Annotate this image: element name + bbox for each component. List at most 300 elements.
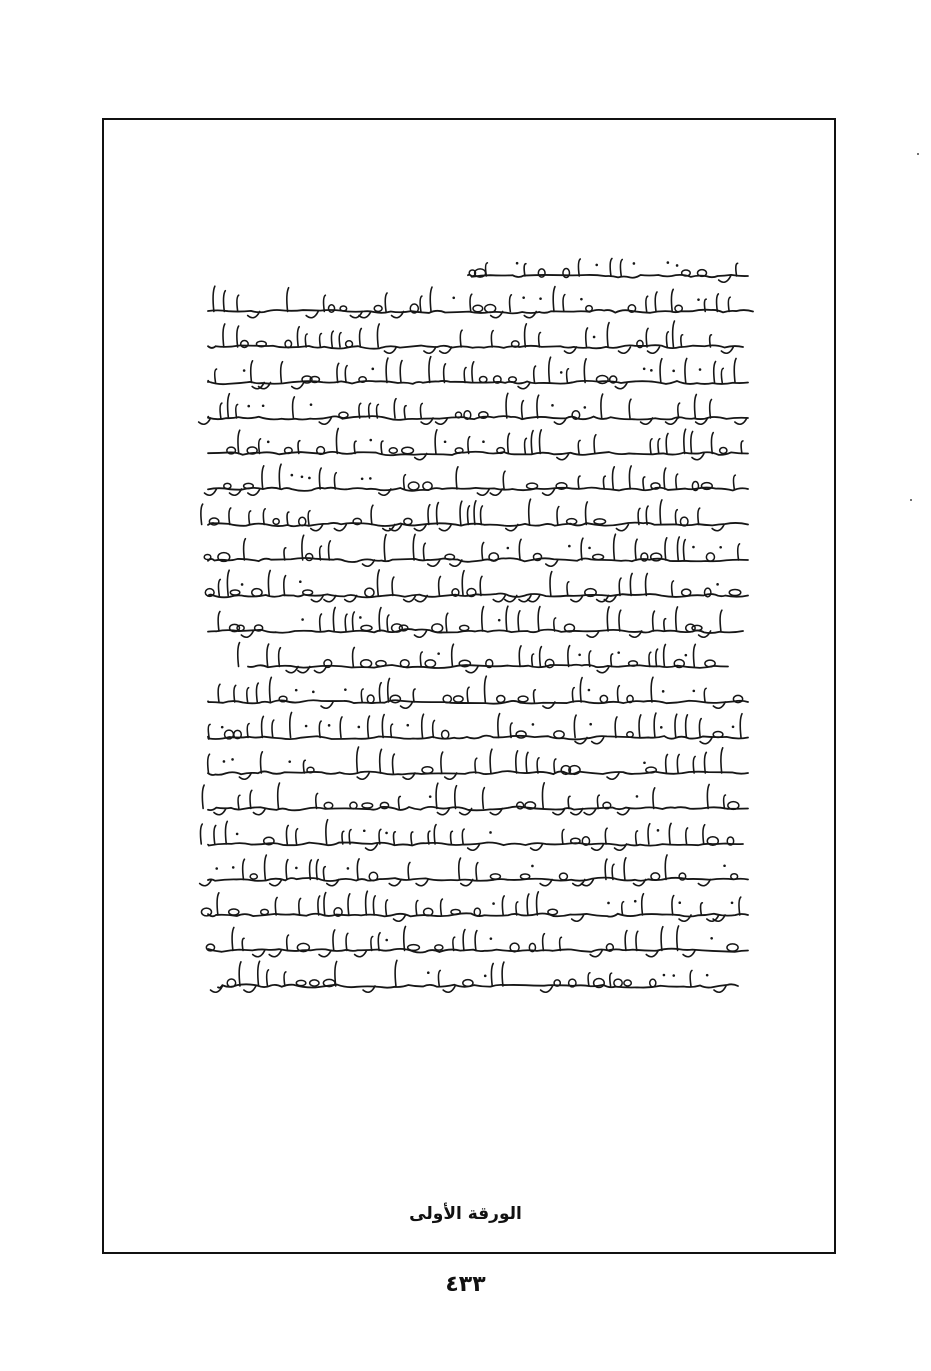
letter-dot (347, 867, 350, 870)
letter-dot (539, 297, 542, 300)
letter-stroke (459, 858, 461, 879)
letter-tail (618, 347, 630, 353)
letter-stroke (568, 796, 570, 808)
letter-dot (232, 866, 235, 869)
letter-stroke (218, 611, 220, 631)
letter-stroke (491, 963, 493, 986)
letter-stroke (605, 859, 607, 879)
letter-stroke (371, 937, 373, 951)
letter-stroke (736, 263, 738, 276)
letter-dot (489, 831, 492, 834)
handwriting-strokes (188, 250, 760, 1010)
letter-tail (414, 631, 426, 637)
letter-stroke (284, 576, 286, 596)
letter-stroke (357, 747, 359, 773)
letter-dot (328, 724, 331, 727)
letter-stroke (331, 331, 333, 347)
letter-stroke (413, 534, 415, 560)
letter-stroke (721, 748, 723, 773)
letter-stroke (386, 358, 388, 382)
handwriting-line (208, 558, 748, 562)
letter-stroke (320, 546, 322, 560)
letter-loop (729, 589, 740, 595)
letter-stroke (377, 324, 379, 347)
letter-loop (460, 625, 469, 630)
letter-dot (507, 547, 510, 550)
letter-loop (374, 306, 382, 312)
letter-stroke (305, 334, 307, 347)
letter-stroke (695, 395, 697, 418)
letter-stroke (340, 717, 342, 738)
letter-stroke (643, 477, 645, 489)
letter-stroke (611, 654, 613, 667)
letter-stroke (519, 539, 521, 560)
letter-stroke (324, 893, 326, 915)
letter-stroke (690, 970, 692, 986)
letter-stroke (429, 357, 431, 383)
letter-stroke (613, 467, 615, 489)
letter-stroke (286, 860, 288, 880)
letter-stroke (664, 644, 666, 666)
letter-stroke (665, 855, 667, 880)
letter-stroke (272, 720, 274, 737)
letter-dot (498, 619, 501, 622)
letter-dot (299, 580, 302, 583)
letter-tail (321, 702, 333, 708)
letter-stroke (508, 433, 510, 453)
letter-loop (594, 519, 606, 524)
letter-stroke (345, 366, 347, 383)
letter-loop (586, 306, 593, 312)
letter-loop (230, 590, 239, 595)
letter-loop (548, 909, 558, 914)
letter-dot (710, 937, 713, 940)
letter-stroke (578, 476, 580, 489)
letter-stroke (618, 686, 620, 702)
letter-stroke (675, 714, 677, 737)
letter-stroke (474, 501, 476, 525)
letter-stroke (299, 898, 301, 915)
letter-loop (624, 980, 631, 986)
letter-stroke (256, 683, 258, 702)
page-number: ٤٣٣ (445, 1272, 486, 1297)
letter-stroke (549, 357, 551, 382)
letter-stroke (404, 926, 406, 950)
letter-stroke (228, 394, 230, 418)
letter-stroke (537, 758, 539, 773)
letter-dot (247, 405, 250, 408)
letter-stroke (740, 714, 742, 738)
letter-tail (700, 738, 712, 744)
letter-loop (518, 696, 528, 702)
letter-loop (303, 590, 313, 595)
letter-stroke (693, 757, 695, 773)
letter-stroke (437, 503, 439, 525)
letter-loop (361, 660, 372, 668)
letter-stroke (467, 687, 469, 702)
letter-dot (657, 829, 660, 832)
letter-stroke (539, 430, 541, 454)
letter-stroke (733, 475, 735, 489)
letter-tail (546, 560, 558, 566)
letter-loop (516, 731, 526, 738)
letter-stroke (388, 678, 390, 702)
letter-stroke (287, 288, 289, 312)
letter-stroke (259, 439, 261, 454)
letter-dot (262, 404, 265, 407)
letter-stroke (610, 258, 612, 276)
letter-stroke (519, 646, 521, 667)
letter-stroke (360, 328, 362, 347)
letter-tail (306, 312, 318, 318)
letter-dot (427, 971, 430, 974)
letter-stroke (527, 894, 529, 915)
letter-loop (227, 979, 235, 987)
letter-stroke (619, 578, 621, 595)
letter-stroke (413, 689, 415, 702)
letter-stroke (542, 783, 544, 809)
scan-speck (917, 153, 919, 155)
letter-loop (361, 625, 372, 630)
letter-stroke (656, 649, 658, 666)
letter-stroke (353, 647, 355, 666)
letter-stroke (265, 855, 267, 879)
letter-stroke (323, 867, 325, 880)
letter-loop (554, 731, 564, 738)
letter-stroke (303, 760, 305, 773)
letter-loop (408, 945, 420, 951)
letter-dot (301, 618, 304, 621)
letter-stroke (676, 607, 678, 631)
letter-dot (662, 690, 665, 693)
letter-stroke (543, 934, 545, 951)
letter-dot (295, 689, 298, 692)
letter-stroke (391, 724, 393, 737)
letter-stroke (698, 508, 700, 524)
letter-dot (672, 370, 675, 373)
letter-stroke (441, 752, 443, 773)
letter-stroke (653, 788, 655, 809)
letter-stroke (724, 795, 726, 808)
letter-dot (551, 404, 554, 407)
letter-dot (719, 546, 722, 549)
letter-stroke (699, 719, 701, 738)
letter-loop (675, 305, 682, 312)
letter-tail (401, 702, 413, 708)
letter-tail (334, 525, 346, 531)
letter-stroke (704, 752, 706, 773)
letter-stroke (615, 717, 617, 738)
letter-stroke (381, 441, 383, 453)
letter-loop (261, 909, 269, 914)
letter-stroke (665, 538, 667, 560)
letter-stroke (581, 538, 583, 560)
letter-loop (497, 695, 505, 702)
letter-stroke (420, 652, 422, 666)
letter-tail (428, 560, 440, 566)
letter-stroke (525, 438, 527, 453)
letter-stroke (711, 433, 713, 454)
letter-stroke (337, 363, 339, 382)
letter-stroke (393, 754, 395, 773)
handwriting-line (208, 523, 748, 527)
letter-stroke (684, 429, 686, 453)
letter-tail (439, 525, 451, 531)
letter-stroke (578, 259, 580, 276)
letter-stroke (213, 286, 215, 311)
letter-dot (699, 368, 702, 371)
letter-stroke (681, 335, 683, 347)
letter-stroke (584, 359, 586, 383)
letter-stroke (650, 439, 652, 454)
letter-stroke (597, 795, 599, 808)
letter-dot (643, 368, 646, 371)
letter-stroke (336, 428, 338, 453)
letter-stroke (217, 893, 219, 915)
handwriting-line (218, 984, 738, 987)
letter-stroke (279, 464, 281, 489)
letter-stroke (379, 608, 381, 631)
letter-loop (241, 341, 248, 348)
letter-tail (270, 880, 282, 886)
letter-stroke (462, 829, 464, 844)
letter-loop (596, 376, 608, 384)
letter-stroke (502, 896, 504, 915)
letter-loop (435, 945, 443, 950)
letter-stroke (346, 933, 348, 950)
letter-stroke (395, 960, 397, 986)
letter-dot (531, 865, 534, 868)
letter-tail (707, 915, 719, 921)
letter-dot (633, 262, 636, 265)
letter-dot (312, 691, 315, 694)
letter-loop (614, 979, 622, 987)
letter-tail (466, 667, 478, 673)
letter-stroke (721, 368, 723, 382)
letter-stroke (316, 793, 318, 808)
letter-tail (572, 915, 584, 921)
letter-tail (199, 418, 211, 424)
letter-stroke (678, 403, 680, 418)
letter-stroke (586, 502, 588, 525)
letter-stroke (572, 688, 574, 702)
letter-stroke (208, 724, 210, 737)
letter-stroke (463, 930, 465, 951)
letter-stroke (664, 619, 666, 631)
letter-dot (363, 829, 366, 832)
letter-stroke (639, 715, 641, 738)
letter-stroke (675, 510, 677, 525)
handwriting-line (208, 381, 748, 384)
letter-stroke (368, 716, 370, 737)
letter-dot (358, 726, 361, 729)
letter-stroke (399, 796, 401, 808)
letter-stroke (649, 652, 651, 666)
letter-dot (344, 688, 347, 691)
letter-stroke (470, 294, 472, 311)
letter-loop (686, 624, 695, 632)
letter-stroke (686, 828, 688, 844)
letter-loop (600, 695, 607, 702)
letter-dot (732, 725, 735, 728)
letter-stroke (433, 720, 435, 737)
letter-stroke (529, 499, 531, 524)
letter-dot (660, 726, 663, 729)
letter-tail (292, 383, 304, 389)
letter-stroke (677, 754, 679, 773)
letter-stroke (434, 825, 436, 844)
letter-loop (204, 554, 211, 559)
letter-stroke (677, 537, 679, 560)
letter-stroke (202, 785, 204, 808)
letter-stroke (284, 548, 286, 560)
letter-stroke (238, 643, 240, 667)
letter-stroke (603, 476, 605, 489)
letter-stroke (694, 644, 696, 666)
letter-stroke (619, 610, 621, 631)
letter-tail (592, 844, 604, 850)
letter-stroke (481, 506, 483, 525)
letter-stroke (404, 475, 406, 489)
letter-dot (578, 653, 581, 656)
handwriting-line (208, 736, 748, 740)
letter-stroke (275, 898, 277, 915)
letter-loop (390, 695, 400, 703)
handwriting-line (208, 949, 748, 953)
letter-stroke (636, 831, 638, 844)
letter-stroke (371, 505, 373, 524)
letter-dot (243, 369, 246, 372)
letter-stroke (516, 902, 518, 915)
letter-stroke (310, 860, 312, 880)
letter-stroke (482, 542, 484, 560)
letter-tail (647, 347, 659, 353)
letter-stroke (622, 902, 624, 915)
letter-stroke (441, 899, 443, 915)
letter-stroke (296, 829, 298, 844)
letter-loop (682, 589, 691, 596)
letter-stroke (218, 684, 220, 702)
letter-dot (492, 902, 495, 905)
letter-stroke (720, 610, 722, 631)
letter-dot (595, 264, 598, 267)
letter-stroke (387, 615, 389, 631)
letter-dot (385, 832, 388, 835)
letter-stroke (423, 543, 425, 560)
letter-stroke (408, 862, 410, 879)
letter-stroke (436, 783, 438, 808)
letter-dot (288, 760, 291, 763)
letter-stroke (411, 832, 413, 844)
letter-stroke (268, 571, 270, 596)
letter-stroke (384, 535, 386, 560)
letter-stroke (568, 646, 570, 667)
letter-tail (244, 986, 256, 992)
letter-loop (727, 944, 738, 951)
letter-dot (706, 974, 709, 977)
letter-stroke (446, 613, 448, 631)
letter-tail (319, 951, 331, 957)
letter-dot (593, 336, 596, 339)
letter-tail (424, 347, 436, 353)
letter-stroke (422, 714, 424, 737)
handwriting-line (208, 594, 748, 598)
letter-loop (310, 980, 319, 986)
letter-stroke (382, 715, 384, 738)
letter-stroke (270, 677, 272, 702)
letter-stroke (460, 501, 462, 524)
letter-dot (231, 758, 234, 761)
letter-stroke (319, 721, 321, 737)
letter-stroke (734, 358, 736, 382)
letter-stroke (281, 362, 283, 383)
letter-stroke (444, 364, 446, 383)
letter-stroke (485, 676, 487, 702)
letter-dot (305, 725, 308, 728)
letter-loop (400, 660, 409, 667)
letter-stroke (468, 437, 470, 454)
letter-tail (531, 844, 543, 850)
letter-stroke (435, 430, 437, 454)
letter-stroke (666, 754, 668, 773)
letter-dot (560, 371, 563, 374)
letter-stroke (612, 864, 614, 879)
letter-tail (735, 418, 747, 424)
letter-stroke (660, 500, 662, 525)
letter-stroke (483, 788, 485, 809)
letter-tail (204, 489, 216, 495)
letter-loop (250, 874, 257, 879)
letter-dot (532, 723, 535, 726)
letter-stroke (394, 399, 396, 418)
letter-stroke (503, 471, 505, 489)
letter-stroke (567, 369, 569, 383)
letter-stroke (380, 749, 382, 773)
letter-stroke (554, 618, 556, 631)
letter-stroke (238, 430, 240, 453)
letter-stroke (506, 606, 508, 631)
letter-tail (592, 738, 604, 744)
letter-stroke (348, 894, 350, 915)
letter-stroke (428, 505, 430, 525)
letter-stroke (229, 508, 231, 524)
letter-tail (440, 347, 452, 353)
letter-stroke (607, 323, 609, 347)
letter-stroke (262, 716, 264, 737)
letter-tail (477, 489, 489, 495)
letter-stroke (660, 359, 662, 383)
letter-dot (723, 864, 726, 867)
letter-stroke (673, 321, 675, 347)
letter-stroke (404, 406, 406, 418)
letter-stroke (278, 783, 280, 808)
letter-loop (296, 980, 306, 985)
letter-loop (306, 553, 313, 560)
letter-stroke (475, 931, 477, 951)
letter-loop (704, 588, 710, 597)
letter-stroke (672, 581, 674, 596)
letter-stroke (502, 962, 504, 986)
letter-stroke (522, 401, 524, 418)
handwriting-line (208, 629, 743, 633)
letter-stroke (586, 328, 588, 347)
handwriting-line (208, 807, 748, 811)
letter-stroke (249, 511, 251, 525)
manuscript-image (188, 250, 760, 1010)
letter-tail (214, 809, 226, 815)
letter-stroke (456, 467, 458, 489)
letter-tail (543, 489, 555, 495)
